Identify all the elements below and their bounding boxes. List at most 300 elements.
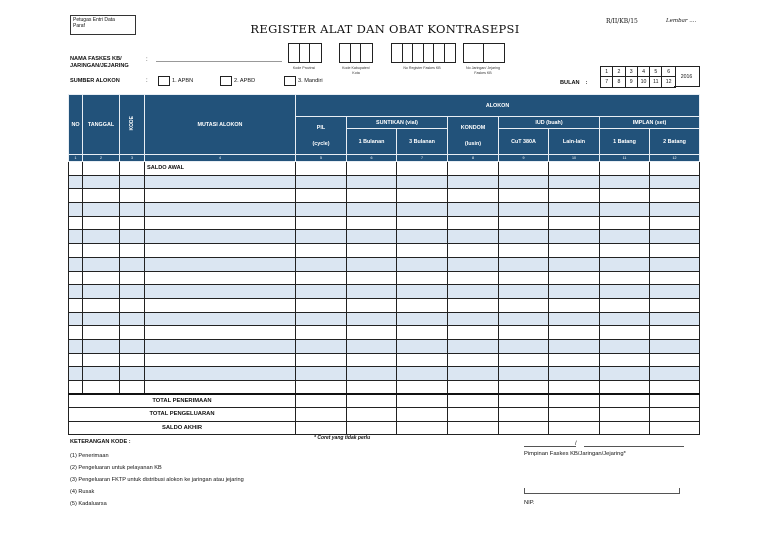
table-cell[interactable] [600, 298, 650, 312]
table-cell[interactable] [69, 257, 83, 271]
table-cell[interactable] [347, 162, 397, 176]
table-cell[interactable] [120, 339, 145, 353]
table-cell[interactable] [499, 394, 549, 408]
table-cell[interactable] [600, 285, 650, 299]
source-apbn[interactable] [158, 76, 193, 86]
table-cell[interactable] [650, 421, 700, 435]
table-cell[interactable] [145, 312, 296, 326]
table-cell[interactable] [69, 326, 83, 340]
form-title: REGISTER ALAT DAN OBAT KONTRASEPSI [250, 22, 520, 36]
table-cell[interactable] [448, 408, 499, 422]
table-cell[interactable] [397, 216, 448, 230]
table-cell[interactable] [650, 339, 700, 353]
table-row [69, 257, 700, 271]
table-cell[interactable] [448, 326, 499, 340]
table-row [69, 353, 700, 367]
place-line[interactable] [584, 446, 684, 447]
table-cell[interactable] [600, 353, 650, 367]
table-cell[interactable] [650, 285, 700, 299]
table-cell[interactable] [347, 353, 397, 367]
table-cell[interactable] [397, 203, 448, 217]
table-cell[interactable] [448, 257, 499, 271]
col-number: 5 [296, 155, 347, 162]
no-jaringan-boxes[interactable] [463, 43, 505, 63]
table-cell[interactable] [120, 381, 145, 395]
table-cell[interactable] [650, 203, 700, 217]
source-apbd[interactable] [220, 76, 255, 86]
checkbox-apbn[interactable] [158, 76, 170, 86]
table-cell[interactable] [83, 230, 120, 244]
month-cell[interactable]: 11 [650, 77, 662, 87]
table-cell[interactable] [69, 312, 83, 326]
table-row [69, 367, 700, 381]
table-cell[interactable] [499, 408, 549, 422]
table-cell[interactable] [397, 175, 448, 189]
table-cell[interactable] [120, 285, 145, 299]
header-pil [296, 117, 347, 155]
table-cell[interactable] [347, 230, 397, 244]
header-iud: IUD (buah) [499, 117, 600, 129]
table-cell[interactable] [650, 381, 700, 395]
table-cell[interactable] [499, 216, 549, 230]
table-cell[interactable] [83, 298, 120, 312]
table-cell[interactable] [448, 298, 499, 312]
source-apbn-label: 1. APBN [172, 78, 194, 84]
table-row [69, 298, 700, 312]
table-cell[interactable] [120, 257, 145, 271]
table-cell[interactable] [145, 189, 296, 203]
table-cell[interactable] [397, 271, 448, 285]
table-cell[interactable] [83, 312, 120, 326]
source-mandiri[interactable] [284, 76, 323, 86]
table-cell[interactable] [120, 326, 145, 340]
table-cell[interactable] [448, 175, 499, 189]
table-cell[interactable] [347, 339, 397, 353]
header-suntik-3: 3 Bulanan [397, 129, 448, 155]
table-cell[interactable] [347, 394, 397, 408]
table-cell[interactable] [448, 216, 499, 230]
table-cell[interactable] [397, 421, 448, 435]
faskes-name-field[interactable] [156, 61, 282, 62]
table-cell[interactable] [145, 257, 296, 271]
table-cell[interactable] [650, 298, 700, 312]
table-cell[interactable] [499, 271, 549, 285]
table-cell[interactable] [600, 421, 650, 435]
table-cell[interactable] [347, 189, 397, 203]
caption-no-jaringan: No Jaringan/ Jejaring Faskes KB [466, 66, 500, 75]
table-cell[interactable] [83, 381, 120, 395]
table-cell[interactable] [83, 189, 120, 203]
table-cell[interactable] [650, 162, 700, 176]
table-row [69, 189, 700, 203]
faskes-label [70, 56, 129, 69]
table-cell[interactable] [120, 298, 145, 312]
table-cell[interactable] [650, 312, 700, 326]
col-number: 7 [397, 155, 448, 162]
table-cell[interactable] [499, 244, 549, 258]
table-cell[interactable] [448, 339, 499, 353]
checkbox-apbd[interactable] [220, 76, 232, 86]
header-tanggal: TANGGAL [83, 95, 120, 155]
keterangan-item: (2) Pengeluaran untuk pelayanan KB [70, 465, 162, 471]
table-cell[interactable] [650, 394, 700, 408]
table-cell[interactable] [600, 162, 650, 176]
table-cell[interactable] [499, 162, 549, 176]
col-number: 8 [448, 155, 499, 162]
table-cell[interactable] [499, 257, 549, 271]
table-cell[interactable] [397, 353, 448, 367]
kode-provinsi-boxes[interactable] [288, 43, 322, 63]
table-cell[interactable] [83, 326, 120, 340]
table-cell[interactable] [83, 339, 120, 353]
table-cell[interactable] [448, 271, 499, 285]
table-cell[interactable] [600, 230, 650, 244]
table-cell[interactable] [397, 162, 448, 176]
kode-kabupaten-boxes[interactable] [339, 43, 373, 63]
table-cell[interactable] [69, 162, 83, 176]
table-cell[interactable] [650, 408, 700, 422]
table-cell[interactable] [69, 381, 83, 395]
table-cell[interactable] [600, 203, 650, 217]
table-cell[interactable] [549, 367, 600, 381]
table-cell[interactable] [120, 162, 145, 176]
faskes-label-line2: JARINGAN/JEJARING [70, 62, 129, 69]
table-cell[interactable] [448, 203, 499, 217]
table-cell[interactable] [499, 230, 549, 244]
table-cell[interactable] [600, 216, 650, 230]
table-cell[interactable] [499, 326, 549, 340]
table-cell[interactable] [397, 285, 448, 299]
table-cell[interactable] [549, 257, 600, 271]
table-cell[interactable] [69, 189, 83, 203]
table-cell[interactable] [549, 339, 600, 353]
no-register-boxes[interactable] [391, 43, 456, 63]
col-number: 4 [145, 155, 296, 162]
table-cell[interactable] [549, 353, 600, 367]
header-suntikan: SUNTIKAN (vial) [347, 117, 448, 129]
table-cell[interactable] [296, 189, 347, 203]
table-cell[interactable] [145, 230, 296, 244]
table-cell[interactable] [296, 285, 347, 299]
table-cell[interactable] [145, 216, 296, 230]
table-cell[interactable] [145, 367, 296, 381]
month-cell[interactable]: 12 [665, 79, 672, 85]
table-cell[interactable] [650, 175, 700, 189]
signature-name-field[interactable] [524, 488, 680, 494]
table-cell[interactable] [397, 326, 448, 340]
table-cell[interactable] [600, 367, 650, 381]
table-cell[interactable] [600, 175, 650, 189]
table-cell[interactable] [83, 216, 120, 230]
caption-kode-provinsi: Kode Provinsi [292, 66, 316, 70]
table-cell[interactable] [83, 203, 120, 217]
table-cell[interactable] [296, 203, 347, 217]
keterangan-item: (3) Pengeluaran FKTP untuk distribusi alokon ke jaringan atau jejaring [70, 477, 244, 483]
month-cell[interactable]: 7 [601, 77, 613, 87]
table-cell[interactable] [650, 271, 700, 285]
table-cell[interactable] [347, 421, 397, 435]
table-cell[interactable] [499, 381, 549, 395]
month-cell[interactable]: 5 [650, 67, 662, 77]
table-cell[interactable] [145, 298, 296, 312]
saldo-akhir-label: SALDO AKHIR [69, 421, 296, 435]
table-cell[interactable] [397, 189, 448, 203]
table-cell[interactable] [120, 367, 145, 381]
table-cell[interactable] [347, 175, 397, 189]
lembar-label: Lembar .... [666, 18, 697, 24]
table-cell[interactable] [296, 257, 347, 271]
table-cell[interactable] [549, 203, 600, 217]
keterangan-item: (4) Rusak [70, 489, 95, 495]
table-cell[interactable] [347, 326, 397, 340]
faskes-label-line1: NAMA FASKES KB/ [70, 56, 122, 62]
table-row [69, 175, 700, 189]
table-cell[interactable] [69, 271, 83, 285]
table-cell[interactable] [448, 189, 499, 203]
table-row [69, 244, 700, 258]
month-cell[interactable]: 3 [626, 67, 638, 77]
table-cell[interactable] [448, 381, 499, 395]
table-cell[interactable] [448, 394, 499, 408]
table-cell[interactable] [296, 216, 347, 230]
table-cell[interactable] [347, 257, 397, 271]
table-cell[interactable] [397, 312, 448, 326]
month-cell[interactable]: 9 [626, 77, 638, 87]
table-cell[interactable] [499, 339, 549, 353]
table-cell[interactable] [347, 216, 397, 230]
table-cell[interactable] [499, 203, 549, 217]
table-cell[interactable] [650, 257, 700, 271]
table-cell[interactable] [296, 244, 347, 258]
table-cell[interactable] [296, 271, 347, 285]
table-cell[interactable] [120, 216, 145, 230]
table-cell[interactable] [549, 421, 600, 435]
table-cell[interactable] [296, 421, 347, 435]
table-cell[interactable] [347, 203, 397, 217]
header-implan-2: 2 Batang [650, 129, 700, 155]
checkbox-mandiri[interactable] [284, 76, 296, 86]
table-cell[interactable] [549, 326, 600, 340]
faskes-colon: : [146, 57, 148, 63]
register-body [69, 162, 700, 395]
table-cell[interactable] [549, 189, 600, 203]
saldo-awal-label: SALDO AWAL [145, 162, 296, 176]
table-cell[interactable] [145, 271, 296, 285]
table-cell[interactable] [499, 285, 549, 299]
table-cell[interactable] [69, 353, 83, 367]
table-cell[interactable] [347, 244, 397, 258]
table-cell[interactable] [120, 189, 145, 203]
table-cell[interactable] [347, 381, 397, 395]
table-cell[interactable] [549, 394, 600, 408]
table-cell[interactable] [145, 326, 296, 340]
table-cell[interactable] [448, 162, 499, 176]
table-cell[interactable] [448, 367, 499, 381]
table-cell[interactable] [347, 312, 397, 326]
table-cell[interactable] [69, 203, 83, 217]
table-cell[interactable] [347, 271, 397, 285]
col-number: 12 [650, 155, 700, 162]
table-cell[interactable] [397, 367, 448, 381]
table-cell[interactable] [600, 408, 650, 422]
table-cell[interactable] [650, 353, 700, 367]
table-cell[interactable] [347, 285, 397, 299]
table-cell[interactable] [69, 285, 83, 299]
table-cell[interactable] [145, 381, 296, 395]
table-cell[interactable] [549, 162, 600, 176]
table-cell[interactable] [549, 285, 600, 299]
table-cell[interactable] [296, 326, 347, 340]
table-cell[interactable] [549, 271, 600, 285]
table-cell[interactable] [83, 285, 120, 299]
col-number: 6 [347, 155, 397, 162]
table-cell[interactable] [397, 339, 448, 353]
table-cell[interactable] [448, 285, 499, 299]
table-cell[interactable] [296, 162, 347, 176]
table-cell[interactable] [83, 175, 120, 189]
table-cell[interactable] [600, 189, 650, 203]
form-code: R/II/KB/15 [606, 18, 638, 25]
table-row [69, 203, 700, 217]
table-cell[interactable] [296, 367, 347, 381]
table-cell[interactable] [120, 312, 145, 326]
table-cell[interactable] [650, 189, 700, 203]
table-cell[interactable] [397, 298, 448, 312]
table-row [69, 271, 700, 285]
table-cell[interactable] [145, 244, 296, 258]
table-cell[interactable] [83, 244, 120, 258]
table-cell[interactable] [549, 298, 600, 312]
table-cell[interactable] [69, 216, 83, 230]
table-cell[interactable] [549, 230, 600, 244]
table-cell[interactable] [397, 394, 448, 408]
table-cell[interactable] [448, 244, 499, 258]
table-cell[interactable] [120, 271, 145, 285]
table-cell[interactable] [69, 298, 83, 312]
table-cell[interactable] [600, 257, 650, 271]
table-cell[interactable] [650, 230, 700, 244]
table-cell[interactable] [650, 216, 700, 230]
table-cell[interactable] [83, 367, 120, 381]
table-cell[interactable] [600, 326, 650, 340]
table-cell[interactable] [296, 339, 347, 353]
table-cell[interactable] [145, 175, 296, 189]
header-no: NO [69, 95, 83, 155]
table-cell[interactable] [397, 381, 448, 395]
year-box: 2016 [674, 66, 700, 87]
table-cell[interactable] [549, 381, 600, 395]
table-row [69, 312, 700, 326]
month-cell[interactable]: 8 [613, 77, 625, 87]
table-cell[interactable] [549, 312, 600, 326]
table-cell[interactable] [499, 367, 549, 381]
table-cell[interactable] [145, 285, 296, 299]
caption-kode-kabupaten: Kode Kabupaten/ Kota [342, 66, 370, 75]
table-cell[interactable] [600, 394, 650, 408]
table-cell[interactable] [600, 244, 650, 258]
table-cell[interactable] [296, 394, 347, 408]
table-cell[interactable] [296, 312, 347, 326]
table-cell[interactable] [83, 271, 120, 285]
month-grid[interactable] [600, 66, 676, 88]
table-cell[interactable] [600, 271, 650, 285]
table-cell[interactable] [600, 339, 650, 353]
table-cell[interactable] [145, 203, 296, 217]
month-cell[interactable]: 2 [613, 67, 625, 77]
table-cell[interactable] [83, 353, 120, 367]
table-cell[interactable] [650, 244, 700, 258]
table-cell[interactable] [120, 230, 145, 244]
table-cell[interactable] [499, 421, 549, 435]
table-cell[interactable] [397, 408, 448, 422]
table-cell[interactable] [549, 216, 600, 230]
table-cell[interactable] [296, 298, 347, 312]
table-cell[interactable] [83, 257, 120, 271]
month-cell[interactable]: 10 [638, 77, 650, 87]
table-cell[interactable] [397, 257, 448, 271]
table-cell[interactable] [296, 175, 347, 189]
table-cell[interactable] [69, 175, 83, 189]
month-cell[interactable]: 1 [601, 67, 613, 77]
table-cell[interactable] [296, 381, 347, 395]
sumber-colon: : [146, 78, 148, 84]
table-cell[interactable] [120, 244, 145, 258]
table-cell[interactable] [120, 353, 145, 367]
table-cell[interactable] [549, 175, 600, 189]
table-cell[interactable] [650, 367, 700, 381]
table-cell[interactable] [69, 339, 83, 353]
table-cell[interactable] [296, 230, 347, 244]
table-cell[interactable] [448, 353, 499, 367]
table-cell[interactable] [296, 408, 347, 422]
table-cell[interactable] [69, 367, 83, 381]
source-apbd-label: 2. APBD [234, 78, 256, 84]
table-cell[interactable] [549, 408, 600, 422]
table-cell[interactable] [448, 230, 499, 244]
table-cell[interactable] [347, 408, 397, 422]
petugas-label: Petugas Entri Data [73, 17, 115, 23]
table-cell[interactable] [120, 175, 145, 189]
table-cell[interactable] [83, 162, 120, 176]
table-cell[interactable] [397, 230, 448, 244]
table-cell[interactable] [448, 312, 499, 326]
table-cell[interactable] [145, 353, 296, 367]
table-cell[interactable] [397, 244, 448, 258]
table-cell[interactable] [69, 230, 83, 244]
table-cell[interactable] [650, 326, 700, 340]
total-pengeluaran-label: TOTAL PENGELUARAN [69, 408, 296, 422]
nip-label: NIP. [524, 500, 535, 506]
month-cell[interactable]: 4 [638, 67, 650, 77]
table-cell[interactable] [499, 175, 549, 189]
table-cell[interactable] [549, 244, 600, 258]
date-line[interactable] [524, 446, 576, 447]
table-cell[interactable] [296, 353, 347, 367]
table-cell[interactable] [347, 367, 397, 381]
table-cell[interactable] [600, 312, 650, 326]
table-cell[interactable] [69, 244, 83, 258]
table-cell[interactable] [499, 312, 549, 326]
table-cell[interactable] [448, 421, 499, 435]
table-cell[interactable] [499, 189, 549, 203]
table-cell[interactable] [499, 353, 549, 367]
table-cell[interactable] [145, 339, 296, 353]
table-cell[interactable] [347, 298, 397, 312]
table-cell[interactable] [120, 203, 145, 217]
month-cell[interactable]: 6 [662, 67, 674, 77]
table-cell[interactable] [499, 298, 549, 312]
table-cell[interactable] [600, 381, 650, 395]
